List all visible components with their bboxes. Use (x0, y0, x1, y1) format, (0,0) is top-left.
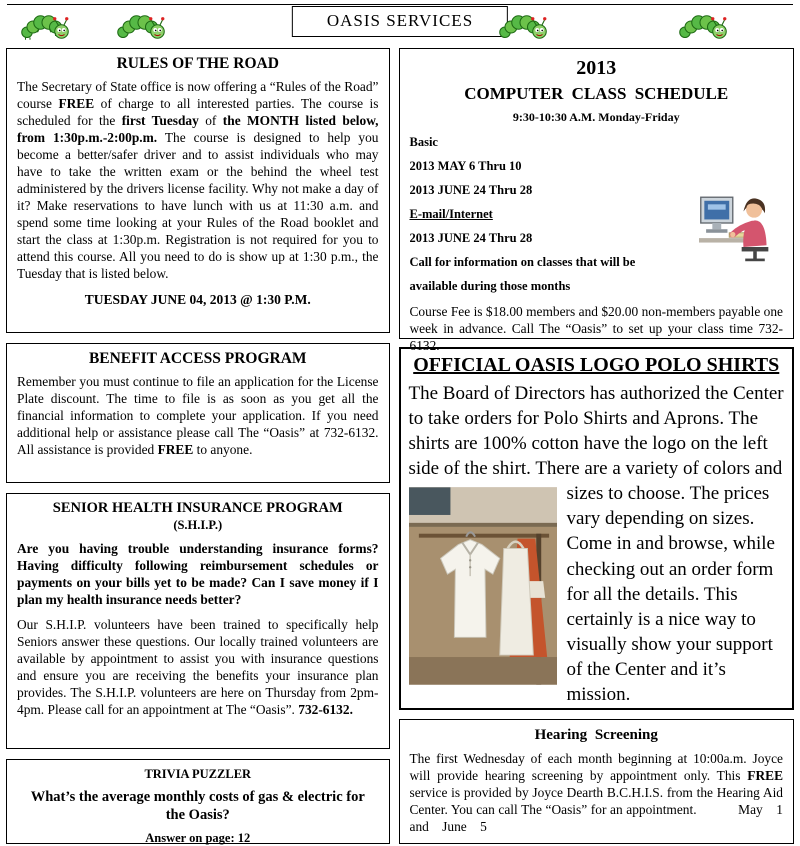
trivia-answer-pointer: Answer on page: 12 (145, 831, 251, 846)
schedule-year: 2013 (576, 57, 617, 79)
body-segment: The first Wednesday of each month beginning at 10:00a.m. Joyce will provide hearing screening by appointment only. This (409, 751, 783, 784)
body-segment-bold: FREE (747, 768, 783, 784)
benefit-access-article (6, 343, 390, 483)
newsletter-title: OASIS SERVICES (326, 11, 474, 30)
polo-shirts-article (399, 347, 795, 710)
computer-class-schedule-article (399, 48, 795, 354)
article-body (17, 616, 379, 718)
trivia-question: What’s the average monthly costs of gas & electric for the Oasis? (30, 789, 365, 824)
schedule-time: 9:30-10:30 A.M. Monday-Friday (512, 110, 680, 124)
body-segment-bold: FREE (157, 442, 194, 458)
caterpillar-icon (679, 7, 727, 41)
phone-number: 732-6132. (298, 702, 353, 718)
caterpillar-icon (117, 7, 165, 41)
screening-dates: May 1 and June 5 (409, 802, 784, 835)
article-questions: Are you having trouble understanding insurance forms? Having difficulty following reimbursement schedules or payments on your bills yet to be made? Can I save money if I plan my health insurance needs better? (17, 541, 379, 608)
body-segment: The course is designed to help you become a better/safer driver and to assist individuals who may have to take the written exam or the behind the wheel test administered by the drivers license facility. Why not make a day of it? Make reservations to have lunch with us at 11:30 a.m. and spend some time looking at your Rules of the Road booklet and start the class at 1:30p.m. Registration is not required for you to attend this course. All you need to do is show up at 1:30 p.m., the Tuesday that is listed below. (17, 130, 379, 282)
body-segment: Our S.H.I.P. volunteers have been trained to specifically help Seniors answer these questions. Our locally trained volunteers are available by appointment to assist you with insurance questions and ensure you are receiving the benefits your insurance plan provides. The S.H.I.P. volunteers are here on Thursday from 2pm-4pm. Please call for an appointment at The “Oasis”. (17, 617, 379, 718)
article-body (17, 78, 379, 282)
ship-article (6, 493, 390, 749)
schedule-basic-label: Basic (409, 135, 438, 149)
schedule-call-info: available during those months (409, 279, 571, 293)
caterpillar-icon (21, 7, 69, 41)
article-body (17, 373, 379, 458)
article-body (409, 381, 785, 707)
computer-user-clipart-icon (699, 181, 779, 265)
left-column (6, 48, 390, 844)
rules-of-the-road-article (6, 48, 390, 333)
body-segment: Remember you must continue to file an application for the License Plate discount. The time to file is as soon as you get all the financial information to complete your application. If you need additional help or assistance please call The “Oasis” at 732-6132. All assistance is provided (17, 374, 379, 458)
caterpillar-icon (499, 7, 547, 41)
event-date-line: TUESDAY JUNE 04, 2013 @ 1:30 P.M. (84, 292, 311, 308)
article-title: Hearing Screening (534, 727, 658, 743)
article-subtitle: (S.H.I.P.) (173, 518, 223, 532)
body-segment: The Board of Directors has authorized the Center to take orders for Polo Shirts and Aprons. The shirts are 100% cotton have the logo on the left side of the shirt. There are a variety of colors and sizes to choose. The (408, 383, 784, 505)
trivia-puzzler-article (6, 759, 390, 844)
article-title: COMPUTER CLASS SCHEDULE (464, 84, 729, 103)
masthead (7, 4, 793, 44)
body-segment-bold: FREE (58, 96, 95, 112)
schedule-line: 2013 JUNE 24 Thru 28 (409, 183, 533, 197)
polo-shirts-photo (409, 485, 557, 687)
schedule-email-label: E-mail/Internet (409, 207, 493, 221)
article-title: TRIVIA PUZZLER (144, 767, 252, 781)
body-segment-bold: the MONTH listed below, from 1:30p.m.-2:00p.m. (17, 113, 379, 146)
body-segment: service is provided by Joyce Dearth B.C.H.I.S. from the Hearing Aid Center. You can call The “Oasis” for an appointment. (409, 785, 783, 818)
article-title: OFFICIAL OASIS LOGO POLO SHIRTS (413, 354, 780, 376)
article-title: RULES OF THE ROAD (116, 55, 279, 72)
schedule-line: 2013 MAY 6 Thru 10 (409, 159, 522, 173)
schedule-call-info: Call for information on classes that will be (409, 255, 636, 269)
body-segment: The Secretary of State office is now offering a “Rules of the Road” course (17, 79, 379, 112)
article-body (410, 750, 784, 835)
body-segment: of charge to all interested parties. The course is scheduled for the (17, 96, 379, 129)
schedule-line: 2013 JUNE 24 Thru 28 (409, 231, 533, 245)
masthead-title (292, 6, 508, 37)
body-segment: prices vary depending on sizes. Come in and browse, while checking out an order form for all the details. This certainly is a nice way to visually show your support of the Center and it’s mission. (566, 483, 775, 705)
body-segment: to anyone. (193, 442, 253, 458)
right-column (399, 48, 795, 844)
article-title: BENEFIT ACCESS PROGRAM (88, 350, 307, 367)
article-title: SENIOR HEALTH INSURANCE PROGRAM (52, 500, 343, 516)
hearing-screening-article (399, 719, 795, 844)
body-segment: of (198, 113, 223, 129)
course-fee-text: Course Fee is $18.00 members and $20.00 non-members payable one week in advance. Call The “Oasis” to set up your class time 732-6132. (409, 304, 783, 354)
body-segment-bold: first Tuesday (121, 113, 199, 129)
